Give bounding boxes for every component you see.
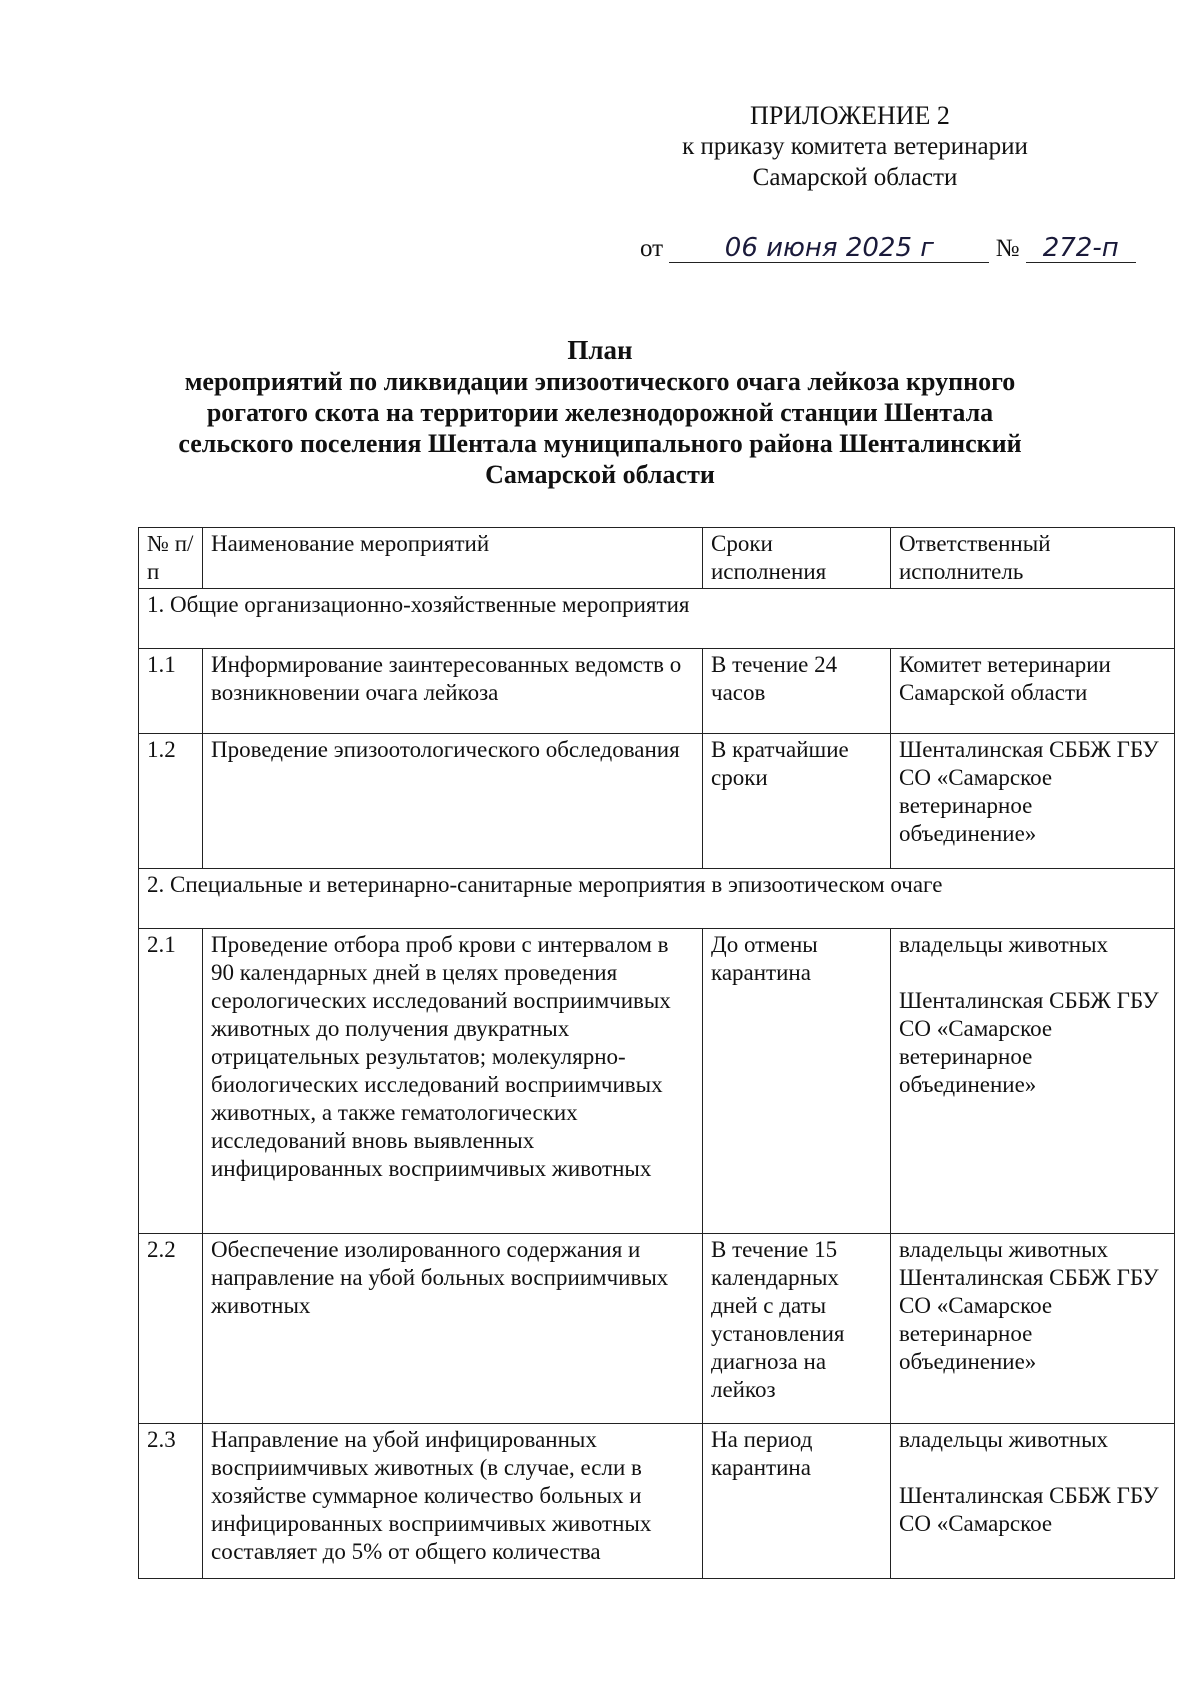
row-deadline: В течение 15 календарных дней с даты установления диагноза на лейкоз [703, 1234, 891, 1424]
row-responsible-primary: Комитет ветеринарии Самарской области [899, 652, 1111, 705]
order-line [640, 234, 1136, 263]
row-responsible-primary: владельцы животных [899, 1237, 1109, 1262]
order-date-handwritten: 06 июня 2025 г [669, 234, 989, 263]
appendix-line-3: Самарской области [752, 164, 958, 191]
header-responsible: Ответственный исполнитель [891, 528, 1175, 589]
table-row [139, 1424, 1175, 1579]
table-header-row [139, 528, 1175, 589]
row-deadline: В кратчайшие сроки [703, 734, 891, 869]
table-row [139, 649, 1175, 734]
table-row [139, 1234, 1175, 1424]
row-num: 2.1 [139, 929, 203, 1234]
row-responsible-primary: владельцы животных [899, 932, 1109, 957]
row-responsible [891, 1234, 1175, 1424]
row-name: Проведение эпизоотологического обследования [203, 734, 703, 869]
header-num: № п/п [139, 528, 203, 589]
title-line-4: сельского поселения Шентала муниципального района Шенталинский [178, 429, 1022, 458]
section-row-2 [139, 869, 1175, 929]
section-row-1 [139, 589, 1175, 649]
table-row [139, 929, 1175, 1234]
row-responsible-secondary: Шенталинская СББЖ ГБУ СО «Самарское [899, 1483, 1159, 1536]
spacer [899, 1454, 1166, 1482]
table-row [139, 734, 1175, 869]
row-num: 2.3 [139, 1424, 203, 1579]
row-num: 2.2 [139, 1234, 203, 1424]
appendix-title: ПРИЛОЖЕНИЕ 2 [750, 101, 950, 130]
row-deadline: На период карантина [703, 1424, 891, 1579]
row-responsible [891, 649, 1175, 734]
row-num: 1.1 [139, 649, 203, 734]
row-responsible-secondary: Шенталинская СББЖ ГБУ СО «Самарское ветеринарное объединение» [899, 988, 1159, 1097]
row-name: Информирование заинтересованных ведомств о возникновении очага лейкоза [203, 649, 703, 734]
row-name: Обеспечение изолированного содержания и направление на убой больных восприимчивых животных [203, 1234, 703, 1424]
plan-table [138, 527, 1175, 1579]
title-line-2: мероприятий по ликвидации эпизоотического очага лейкоза крупного [184, 367, 1016, 396]
order-number-handwritten: 272-п [1026, 234, 1136, 263]
row-name: Направление на убой инфицированных восприимчивых животных (в случае, если в хозяйстве суммарное количество больных и инфицированных восприимчивых животных составляет до 5% от общего количества [203, 1424, 703, 1579]
appendix-header [640, 100, 1060, 193]
row-deadline: До отмены карантина [703, 929, 891, 1234]
title-line-3: рогатого скота на территории железнодорожной станции Шентала [206, 398, 994, 427]
row-responsible-primary: Шенталинская СББЖ ГБУ СО «Самарское ветеринарное объединение» [899, 737, 1159, 846]
section-title-2: 2. Специальные и ветеринарно-санитарные мероприятия в эпизоотическом очаге [139, 869, 1175, 929]
row-responsible [891, 734, 1175, 869]
row-responsible [891, 929, 1175, 1234]
row-responsible-primary: владельцы животных [899, 1427, 1109, 1452]
row-responsible [891, 1424, 1175, 1579]
row-num: 1.2 [139, 734, 203, 869]
title-line-5: Самарской области [485, 460, 715, 489]
row-deadline: В течение 24 часов [703, 649, 891, 734]
document-title [160, 335, 1040, 490]
appendix-line-2: к приказу комитета ветеринарии [682, 133, 1028, 160]
spacer [899, 959, 1166, 987]
row-responsible-secondary: Шенталинская СББЖ ГБУ СО «Самарское ветеринарное объединение» [899, 1265, 1159, 1374]
order-number-label: № [995, 235, 1020, 262]
header-name: Наименование мероприятий [203, 528, 703, 589]
order-from-label: от [640, 235, 664, 262]
section-title-1: 1. Общие организационно-хозяйственные мероприятия [139, 589, 1175, 649]
row-name: Проведение отбора проб крови с интервалом в 90 календарных дней в целях проведения серологических исследований восприимчивых животных до получения двукратных отрицательных результатов; молекулярно-биологических исследований восприимчивых животных, а также гематологических исследований вновь выявленных инфицированных восприимчивых животных [203, 929, 703, 1234]
header-deadline: Сроки исполнения [703, 528, 891, 589]
title-line-1: План [567, 335, 633, 365]
